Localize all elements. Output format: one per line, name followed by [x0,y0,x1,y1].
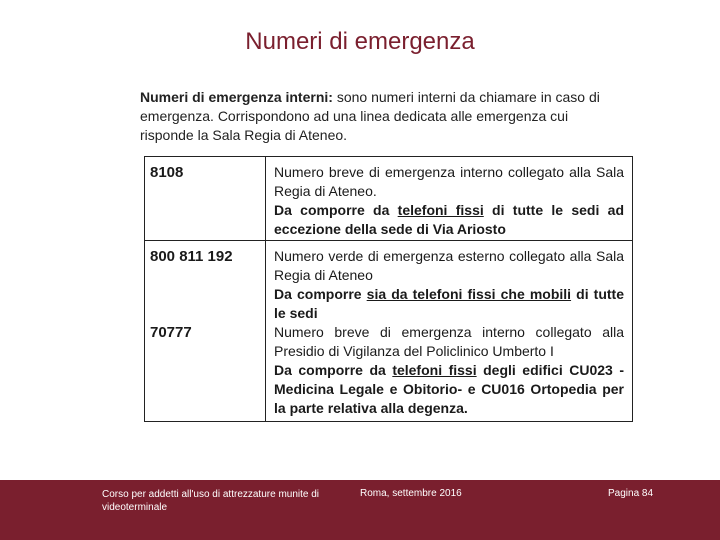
dial-instructions [274,286,624,321]
dial-instructions [274,362,624,416]
description-cell [266,157,633,241]
emergency-number: 8108 [150,164,184,181]
dial-suffix: di tutte le sedi ad eccezione della sede di Via Ariosto [274,202,624,237]
footer-course: Corso per addetti all'uso di attrezzature munite di videoterminale [102,489,320,513]
footer-date: Roma, settembre 2016 [360,488,462,499]
table-row [145,241,633,422]
emergency-number: 70777 [150,324,192,341]
number-description: Numero breve di emergenza interno collegato alla Presidio di Vigilanza del Policlinico Umberto I [274,324,624,359]
dial-suffix: degli edifici CU023 - Medicina Legale e Obitorio- e CU016 Ortopedia per la parte relativa alla degenza. [274,362,624,416]
number-description: Numero breve di emergenza interno collegato alla Sala Regia di Ateneo. [274,164,624,199]
description-cell [266,241,633,422]
dial-prefix: Da comporre da [274,362,393,378]
dial-prefix: Da comporre da [274,202,398,218]
dial-instructions [274,202,624,237]
emergency-number: 800 811 192 [150,248,233,265]
number-cell [145,157,266,241]
footer-page-number: Pagina 84 [608,488,654,499]
dial-link: telefoni fissi [397,202,484,218]
slide-title: Numeri di emergenza [245,28,475,55]
table-row [145,157,633,241]
dial-link: telefoni fissi [392,362,477,378]
number-description: Numero verde di emergenza esterno collegato alla Sala Regia di Ateneo [274,248,624,283]
emergency-numbers-table [144,156,633,422]
intro-paragraph [140,88,620,145]
dial-prefix: Da comporre [274,286,367,302]
dial-link: sia da telefoni fissi che mobili [366,286,572,302]
dial-suffix: di tutte le sedi [274,286,625,321]
footer [0,480,720,540]
number-cell [145,241,266,422]
intro-lead: Numeri di emergenza interni: [140,89,333,105]
intro-text: sono numeri interni da chiamare in caso di emergenza. Corrispondono ad una linea dedicata alle emergenza cui risponde la Sala Regia di Ateneo. [140,89,600,143]
